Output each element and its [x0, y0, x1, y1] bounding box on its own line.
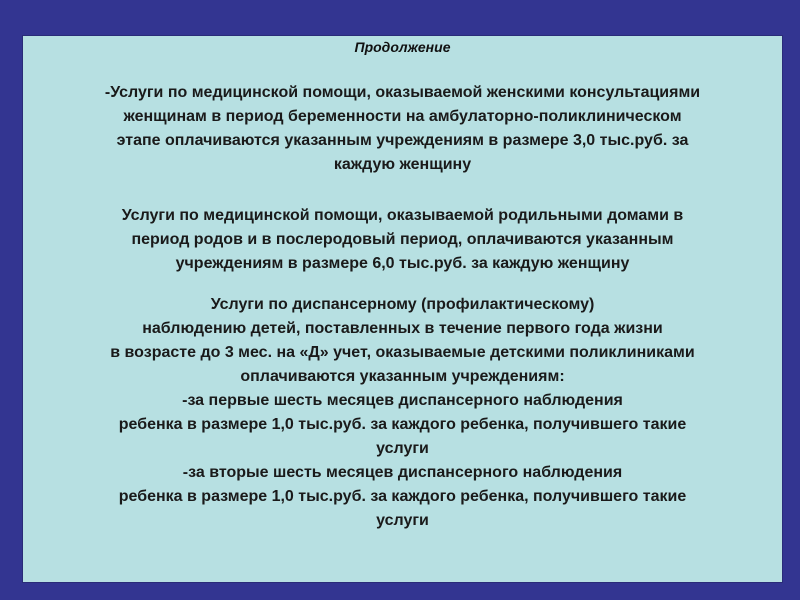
- slide-content-panel: [22, 35, 783, 583]
- text-line: ребенка в размере 1,0 тыс.руб. за каждого ребенка, получившего такие: [118, 488, 687, 505]
- text-line: наблюдению детей, поставленных в течение первого года жизни: [142, 320, 663, 337]
- paragraph-womens-consultations: [23, 81, 782, 177]
- text-line: Услуги по диспансерному (профилактическому): [210, 296, 595, 313]
- text-line: оплачиваются указанным учреждениям:: [240, 368, 565, 385]
- text-line: услуги: [376, 440, 429, 457]
- slide-title: Продолжение: [354, 39, 451, 55]
- text-line: услуги: [376, 512, 429, 529]
- text-line: каждую женщину: [333, 156, 472, 173]
- text-line: ребенка в размере 1,0 тыс.руб. за каждого ребенка, получившего такие: [118, 416, 687, 433]
- text-line: в возрасте до 3 мес. на «Д» учет, оказываемые детскими поликлиниками: [110, 344, 695, 361]
- text-line: этапе оплачиваются указанным учреждениям в размере 3,0 тыс.руб. за: [116, 132, 689, 149]
- text-line: период родов и в послеродовый период, оплачиваются указанным: [131, 231, 674, 248]
- text-line: -Услуги по медицинской помощи, оказываемой женскими консультациями: [104, 84, 701, 101]
- text-line: -за первые шесть месяцев диспансерного наблюдения: [182, 392, 623, 409]
- text-line: Услуги по медицинской помощи, оказываемой родильными домами в: [121, 207, 684, 224]
- paragraph-child-dispensary: [23, 293, 782, 533]
- text-line: учреждениям в размере 6,0 тыс.руб. за каждую женщину: [175, 255, 630, 272]
- text-line: женщинам в период беременности на амбулаторно-поликлиническом: [123, 108, 682, 125]
- text-line: -за вторые шесть месяцев диспансерного наблюдения: [182, 464, 623, 481]
- paragraph-maternity-homes: [23, 204, 782, 276]
